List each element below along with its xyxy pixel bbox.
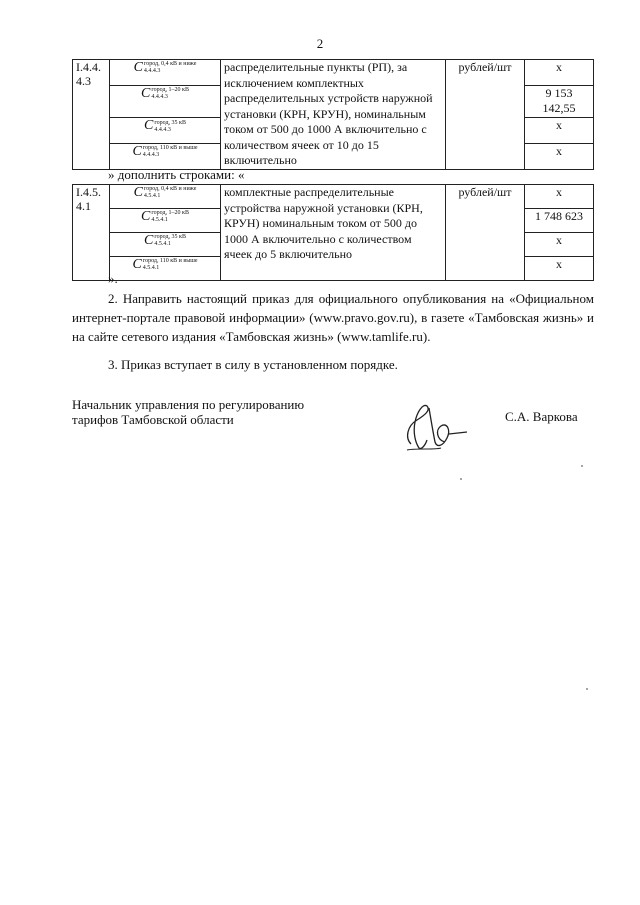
- variable-symbol: C: [133, 60, 143, 75]
- variable-superscript: город, 1–20 кВ: [151, 86, 189, 93]
- variable-subscript: 4.5.4.1: [151, 217, 168, 224]
- variable-subscript: 4.4.4.3: [154, 126, 171, 133]
- variable-symbol: C: [144, 118, 154, 134]
- item-unit: рублей/шт: [446, 185, 525, 281]
- variable-superscript: город, 1–20 кВ: [151, 210, 189, 217]
- rate-variable: [110, 233, 221, 257]
- variable-superscript: город, 0,4 кВ и ниже: [143, 186, 197, 193]
- paragraph-2: [72, 289, 594, 346]
- table-row: [73, 60, 594, 86]
- rate-variable: [110, 60, 221, 86]
- item-description: комплектные распределительные устройства наружной установки (КРН, КРУН) номинальным током от 500 до 1000 А включительно с количеством ячеек до 5 включительно: [221, 185, 446, 281]
- variable-superscript: город, 0,4 кВ и ниже: [143, 61, 197, 68]
- signatory-name: С.А. Варкова: [505, 409, 578, 424]
- scan-speck: [460, 478, 462, 480]
- variable-superscript: город, 35 кВ: [154, 234, 186, 241]
- variable-symbol: C: [141, 85, 151, 101]
- variable-symbol: C: [133, 185, 143, 200]
- variable-subscript: 4.5.4.1: [142, 265, 160, 272]
- variable-superscript: город, 35 кВ: [154, 119, 186, 126]
- signatory-title: [72, 397, 304, 427]
- item-code: [73, 60, 110, 170]
- tariff-table-1: [72, 59, 594, 170]
- scan-speck: [581, 465, 583, 467]
- item-code-part: I.4.4.: [76, 60, 101, 74]
- variable-superscript: город, 110 кВ и выше: [142, 258, 198, 265]
- scan-speck: [586, 688, 588, 690]
- rate-variable: [110, 257, 221, 281]
- item-code: [73, 185, 110, 281]
- amendment-intro: » дополнить строками: «: [108, 167, 245, 182]
- item-unit: рублей/шт: [446, 60, 525, 170]
- item-code-part: 4.3: [76, 74, 91, 88]
- signatory-title-line: тарифов Тамбовской области: [72, 412, 234, 427]
- rate-value: 1 748 623: [525, 209, 594, 233]
- rate-value: x: [525, 60, 594, 86]
- paragraph-3-text: 3. Приказ вступает в силу в установленном порядке.: [108, 357, 398, 372]
- rate-variable: [110, 143, 221, 169]
- variable-symbol: C: [144, 233, 154, 248]
- item-description: распределительные пункты (РП), за исключением комплектных распределительных устройств наружной установки (КРН, КРУН), номинальным током от 500 до 1000 А включительно с количеством ячеек от 10 до 15 включительно: [221, 60, 446, 170]
- rate-variable: [110, 85, 221, 118]
- paragraph-2-text: 2. Направить настоящий приказ для официального опубликования на «Официальном интернет-портале правовой информации» (www.pravo.gov.ru), в газете «Тамбовская жизнь» и на сайте сетевого издания «Тамбовская жизнь» (www.tamlife.ru).: [72, 291, 594, 344]
- rate-value: x: [525, 185, 594, 209]
- closing-quote: ».: [108, 271, 118, 286]
- variable-subscript: 4.5.4.1: [154, 241, 171, 248]
- rate-value: 9 153 142,55: [525, 85, 594, 118]
- rate-variable: [110, 209, 221, 233]
- rate-value: x: [525, 233, 594, 257]
- rate-variable: [110, 185, 221, 209]
- variable-subscript: 4.4.4.3: [151, 93, 168, 100]
- variable-symbol: C: [141, 209, 151, 224]
- paragraph-3: [72, 355, 594, 374]
- page-number: 2: [316, 36, 324, 51]
- rate-value: x: [525, 257, 594, 281]
- variable-subscript: 4.4.4.3: [142, 152, 160, 159]
- variable-subscript: 4.4.4.3: [143, 68, 161, 75]
- variable-superscript: город, 110 кВ и выше: [142, 145, 198, 152]
- table-row: [73, 185, 594, 209]
- rate-value: x: [525, 143, 594, 169]
- rate-variable: [110, 118, 221, 144]
- tariff-table-2: [72, 184, 594, 281]
- variable-symbol: C: [132, 143, 142, 159]
- handwritten-signature: [395, 398, 475, 458]
- item-code-part: I.4.5.: [76, 185, 101, 199]
- variable-subscript: 4.5.4.1: [143, 193, 161, 200]
- item-code-part: 4.1: [76, 199, 91, 213]
- rate-value: x: [525, 118, 594, 144]
- signatory-title-line: Начальник управления по регулированию: [72, 397, 305, 412]
- variable-symbol: C: [132, 257, 142, 272]
